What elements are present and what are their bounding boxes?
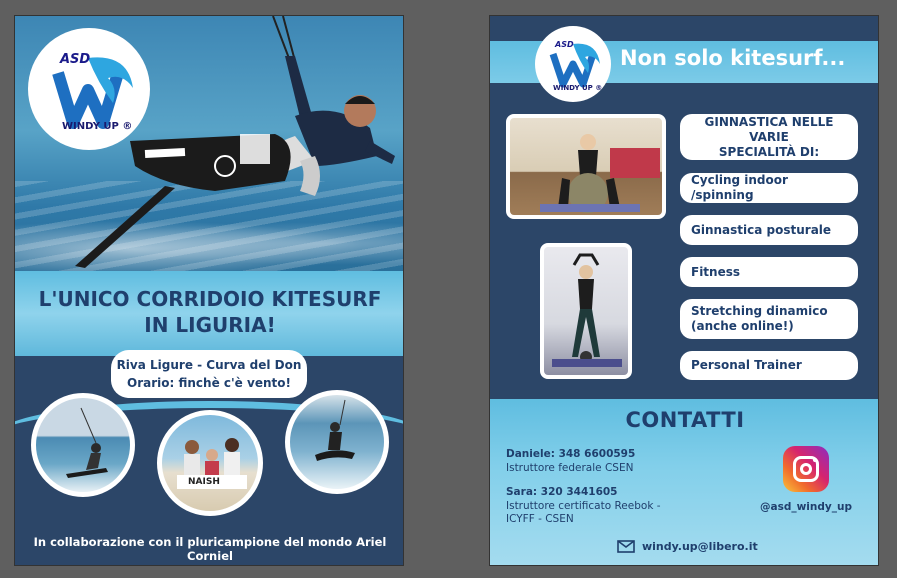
activity-chip: [680, 215, 858, 245]
contact-sara-role-2: ICYFF - CSEN: [506, 513, 574, 525]
activity-label: Stretching dinamico: [691, 304, 828, 318]
board-logo-text: NAISH: [188, 477, 220, 487]
activity-label-sub: (anche online!): [691, 319, 794, 333]
heading-chip-line-2: SPECIALITÀ DI:: [718, 144, 820, 159]
email-link[interactable]: windy.up@libero.it: [642, 540, 758, 553]
collaboration-text: In collaborazione con il pluricampione del mondo Ariel Corniel: [33, 535, 387, 563]
activity-chip: [680, 257, 858, 287]
activity-label: Fitness: [691, 264, 741, 279]
contact-daniele-role: Istruttore federale CSEN: [506, 462, 634, 474]
contacts-title: CONTATTI: [625, 408, 745, 432]
kitesurf-flyer: [14, 15, 404, 566]
heading-chip-line-1: GINNASTICA NELLE VARIE: [704, 114, 834, 144]
contact-sara-phone: Sara: 320 3441605: [506, 486, 618, 498]
rider-silhouette: [36, 398, 130, 492]
kettlebell-silhouette: [544, 247, 628, 375]
activity-label: Personal Trainer: [691, 358, 802, 372]
kitesurf-photo-1: [31, 393, 135, 497]
instagram-icon[interactable]: [783, 446, 829, 492]
activity-label: Cycling indoor /spinning: [691, 173, 788, 202]
headline-line-1: L'UNICO CORRIDOIO KITESURF: [38, 287, 382, 311]
windy-up-logo-small: [535, 26, 611, 102]
group-silhouette: [162, 415, 258, 511]
activity-chip: [680, 299, 858, 339]
headline-line-2: IN LIGURIA!: [144, 313, 276, 337]
kitesurf-photo-2: [285, 390, 389, 494]
heading-chip: [680, 114, 858, 160]
fitness-flyer: [489, 15, 879, 566]
hero-kitesurfer-photo: [15, 16, 404, 271]
contact-sara-role: Istruttore certificato Reebok -: [506, 500, 661, 512]
mail-icon: [617, 540, 635, 553]
logo-name-text-small: WINDY UP ®: [553, 84, 603, 92]
logo-asd-text-small: ASD: [555, 40, 574, 49]
group-photo: [157, 410, 263, 516]
gym-ball-silhouette: [510, 118, 662, 215]
instagram-handle[interactable]: @asd_windy_up: [760, 501, 852, 513]
kettlebell-photo: [540, 243, 632, 379]
rider-silhouette-2: [290, 395, 384, 489]
page-title: Non solo kitesurf...: [620, 46, 846, 70]
windy-up-logo: [28, 28, 150, 150]
activity-chip: [680, 173, 858, 203]
location-text: Riva Ligure - Curva del Don: [116, 358, 302, 372]
contact-daniele-phone: Daniele: 348 6600595: [506, 448, 636, 460]
activity-chip: [680, 351, 858, 380]
hours-text: Orario: finchè c'è vento!: [127, 376, 291, 390]
location-hours-pill: [111, 350, 307, 398]
activity-label: Ginnastica posturale: [691, 222, 832, 237]
logo-asd-text: ASD: [60, 52, 91, 67]
headline: [15, 286, 404, 338]
gym-ball-photo: [506, 114, 666, 219]
logo-name-text: WINDY UP ®: [62, 121, 133, 132]
